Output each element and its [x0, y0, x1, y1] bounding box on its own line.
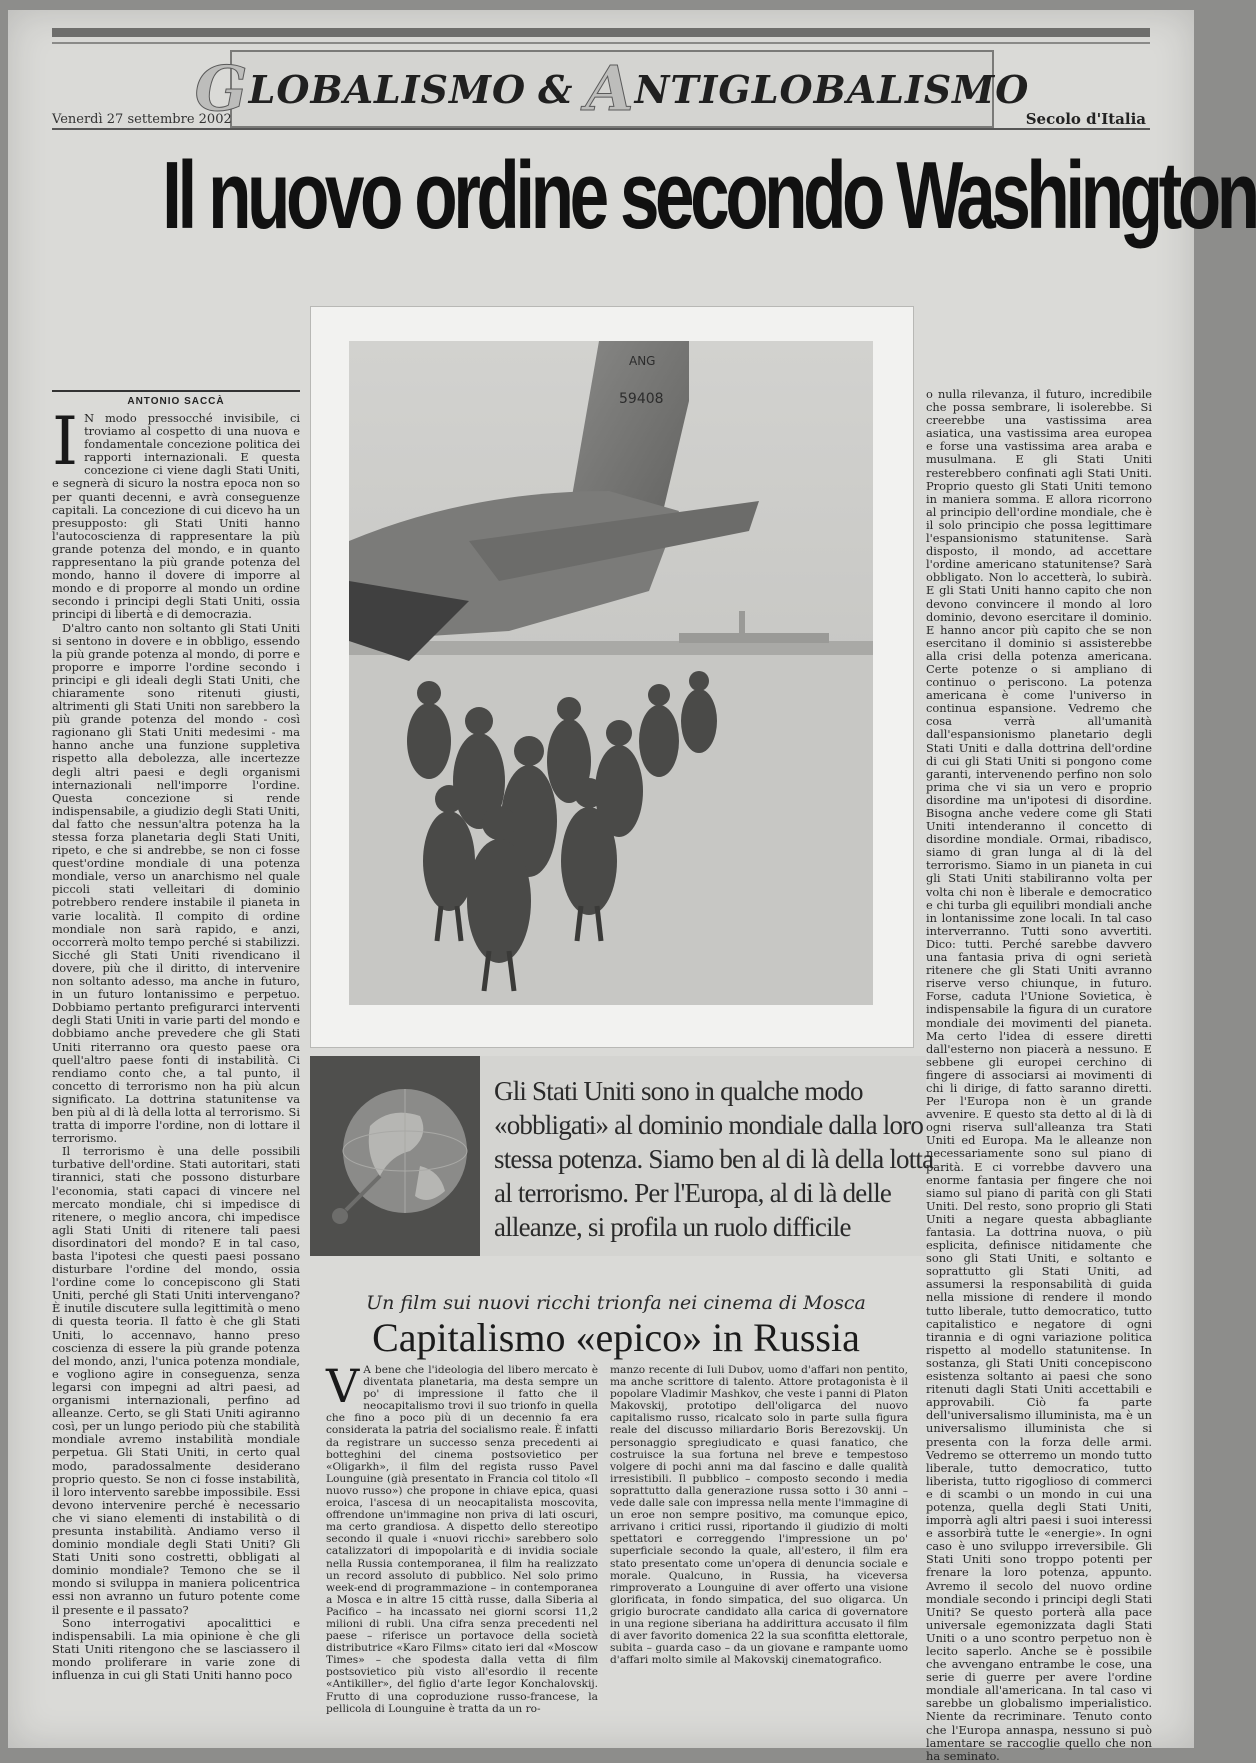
masthead-word-antiglobalismo: NTIGLOBALISMO: [634, 66, 1030, 112]
pull-quote-box: [310, 1056, 934, 1256]
top-rule: [52, 28, 1150, 37]
masthead-ampersand: &: [538, 66, 574, 112]
main-headline: Il nuovo ordine secondo Washington: [162, 142, 1256, 249]
article-paragraph: [52, 403, 300, 622]
byline-block: [52, 390, 300, 409]
masthead-initial-g: G: [194, 52, 249, 125]
header-rule: [52, 128, 1150, 130]
pull-quote-text: Gli Stati Uniti sono in qualche modo «obbligati» al dominio mondiale dalla loro stessa potenza. Siamo ben al di là della lotta al terrorismo. Per l'Europa, al di là delle alleanze, si profila un ruolo difficile: [494, 1076, 934, 1242]
top-rule-thin: [52, 42, 1150, 44]
article-column-4: [926, 387, 1152, 1763]
newspaper-page: [8, 10, 1256, 1763]
globe-image: [310, 1056, 480, 1256]
author-byline: ANTONIO SACCÀ: [127, 396, 225, 407]
issue-date: Venerdì 27 settembre 2002: [52, 112, 232, 127]
drop-cap: I: [52, 403, 79, 480]
article-paragraph: [326, 1359, 598, 1715]
tail-code-text: ANG: [629, 354, 656, 368]
masthead-word-globalismo: LOBALISMO: [248, 66, 527, 112]
article-column-1: [52, 403, 300, 1742]
section-masthead: [194, 50, 1030, 128]
paragraph-text: N modo pressocché invisibile, ci troviamo al cospetto di una nuova e fondamentale concezione politica dei rapporti internazionali. E questa concezione ci viene dagli Stati Uniti, e segnerà di sicuro la nostra epoca non so per quanti decenni, e avrà conseguenze capitali. La concezione di cui dicevo ha un presupposto: gli Stati Uniti hanno l'autocoscienza di rappresentare la più grande potenza del mondo, e in quanto rappresentano la più grande potenza del mondo, hanno il dovere di imporre al mondo e di proporre al mondo un ordine secondo i principi degli Stati Uniti, ossia principi di libertà e di democrazia.: [52, 411, 300, 622]
second-article-title: Capitalismo «epico» in Russia: [372, 1315, 860, 1360]
newspaper-name: Secolo d'Italia: [1025, 110, 1146, 128]
article-paragraph: manzo recente di Iuli Dubov, uomo d'affari non pentito, ma anche scrittore di talento. Attore protagonista è il popolare Vladimir Mashkov, che veste i panni di Platon Makovskij, prototipo dell'oligarca del nuovo capitalismo russo, ricalcato solo in parte sulla figura reale del discusso miliardario Boris Berezovskij. Un personaggio spregiudicato e quasi fanatico, che costruisce la sua fortuna nel breve e tempestoso volgere di pochi anni ma dal fascino e dalle qualità irresistibili. Il pubblico – composto secondo i media soprattutto dalla generazione russa sotto i 30 anni – vede dalle sale con impressa nella mente l'immagine di un eroe non sempre positivo, ma comunque epico, arrivano i critici russi, riportando il giudizio di molti spettatori e correggendo l'impressione un po' superficiale secondo la quale, all'estero, il film era stato presentato come un'opera di denuncia sociale e morale. Qualcuno, in Russia, ha viceversa rimproverato a Lounguine di aver offerto una visione glorificata, in fondo simpatica, del suo oligarca. Un grigio burocrate candidato alla carica di governatore in una regione siberiana ha addirittura accusato il film di aver favorito domenica 22 la sua sconfitta elettorale, subita – guarda caso – da un giovane e rampante uomo d'affari molto simile al Makovskij cinematografico.: [610, 1364, 908, 1667]
second-article-column-2: [610, 1364, 908, 1742]
second-article-column-1: [326, 1359, 598, 1742]
globe-icon: [310, 1056, 480, 1256]
photo-frame: [310, 306, 914, 1048]
drop-cap: V: [326, 1359, 360, 1413]
military-plane-photo: [349, 341, 873, 1005]
article-paragraph: Sono interrogativi apocalittici e indispensabili. La mia opinione è che gli Stati Uniti ritengono che se lasciassero il mondo proliferare in varie zone di influenza in cui gli Stati Uniti hanno poco: [52, 1615, 300, 1682]
paragraph-text: A bene che l'ideologia del libero mercato è diventata planetaria, ma desta sempre un po' di impressione il fatto che il neocapitalismo trovi il suo trionfo in quella che fino a poco più di un decennio fa era considerata la patria del socialismo reale. È infatti da registrare un successo senza precedenti ai botteghini del cinema postsovietico per «Oligarkh», il film del regista russo Pavel Lounguine (già presentato in Francia col titolo «Il nuovo russo») che propone in chiave epica, quasi eroica, l'ascesa di un neocapitalista moscovita, offrendone un'immagine non priva di lati oscuri, ma certo grandiosa. A dispetto dello stereotipo secondo il quale i «nuovi ricchi» sarebbero solo catalizzatori di impopolarità e di invidia sociale nella Russia contemporanea, il film ha realizzato un record assoluto di pubblico. Nel solo primo week-end di programmazione – in contemporanea a Mosca e in altre 15 città russe, dalla Siberia al Pacifico – ha incassato nei giorni scorsi 11,2 milioni di rubli. Una cifra senza precedenti nel paese – riferisce un portavoce della società distributrice «Karo Films» citato ieri dal «Moscow Times» – che spodesta dalla vetta di film postsovietico più visto all'esordio il recente «Antikiller», del figlio d'arte Iegor Konchalovskij. Frutto di una coproduzione russo-francese, la pellicola di Lounguine è tratta da un ro-: [326, 1364, 598, 1715]
article-paragraph: Il terrorismo è una delle possibili turbative dell'ordine. Stati autoritari, stati tirannici, stati che possono disturbare l'economia, stati capaci di vincere nel mercato mondiale, chi si impedisce di ritenere, o meglio ancora, chi impedisce agli Stati Uniti di ritenere tali paesi disordinatori del mondo? E in tal caso, basta l'ipotesi che questi paesi possano disturbare l'ordine del mondo, ossia l'ordine come lo concepiscono gli Stati Uniti, perché gli Stati Uniti intervengano? È inutile discutere sulla legittimità o meno di questa teoria. Il fatto è che gli Stati Uniti, lo accennavo, hanno preso coscienza di essere la più grande potenza del mondo, anzi, l'unica potenza mondiale, e vogliono agire in conseguenza, senza legarsi con impegni ad altri paesi, ad organismi internazionali, perfino ad alleanze. Certo, se gli Stati Uniti agiranno così, per un lungo periodo più che stabilità mondiale avremo instabilità mondiale perpetua. Gli Stati Uniti, in certo qual modo, paradossalmente desiderano proprio questo. Se non ci fosse instabilità, il loro intervento sarebbe impossibile. Essi devono intervenire perché è necessario che vi siano elementi di instabilità o di presunta instabilità. Andiamo verso il dominio mondiale degli Stati Uniti? Gli Stati Uniti sono costretti, obbligati al dominio mondiale? Temono che se il mondo si sviluppa in maniera policentrica essi non avranno un futuro potente come il presente e il passato?: [52, 1144, 300, 1617]
tail-number-text: 59408: [619, 391, 664, 407]
second-article-kicker: Un film sui nuovi ricchi trionfa nei cinema di Mosca: [366, 1292, 866, 1314]
troops-boarding-plane-illustration: [349, 341, 873, 1005]
masthead-initial-a: A: [585, 52, 635, 125]
article-paragraph: D'altro canto non soltanto gli Stati Uniti si sentono in dovere e in obbligo, essendo la più grande potenza al mondo, di porre e proporre e imporre l'ordine secondo i principi e gli ideali degli Stati Uniti, che chiaramente sono ritenuti giusti, altrimenti gli Stati Uniti non sarebbero la più grande potenza del mondo - così ragionano gli Stati Uniti medesimi - ma hanno anche una funzione suppletiva rispetto alla debolezza, alle incertezze degli altri paesi e degli organismi internazionali nell'imporre l'ordine. Questa concezione si rende indispensabile, a giudizio degli Stati Uniti, dal fatto che nessun'altra potenza ha la stessa forza planetaria degli Stati Uniti, ripeto, e che si andrebbe, se non ci fosse quest'ordine mondiale di una potenza mondiale, verso un anarchismo nel quale piccoli stati velleitari di dominio potrebbero rendere instabile il pianeta in varie località. Il compito di ordine mondiale non sarà rapido, e anzi, occorrerà molto tempo perché si stabilizzi. Sicché gli Stati Uniti rivendicano il dovere, più che il diritto, di intervenire non soltanto adesso, ma anche in futuro, in un futuro lontanissimo e perpetuo. Dobbiamo pertanto prefigurarci interventi degli Stati Uniti in varie parti del mondo e dobbiamo anche prevedere che gli Stati Uniti riterranno ora questo paese ora quell'altro paese fonti di instabilità. Ci rendiamo conto che, a tal punto, il concetto di terrorismo non ha più alcun significato. La dottrina statunitense va ben più al di là della lotta al terrorismo. Si tratta di imporre l'ordine, non di lottare il terrorismo.: [52, 620, 300, 1146]
article-paragraph: o nulla rilevanza, il futuro, incredibile che possa sembrare, li isolerebbe. Si creerebbe una vastissima area asiatica, una vastissima area europea e forse una vastissima area araba e musulmana. E gli Stati Uniti resterebbero confinati agli Stati Uniti. Proprio questo gli Stati Uniti temono in maniera somma. E allora ricorrono al principio dell'ordine mondiale, che è il solo principio che possa legittimare l'espansionismo statunitense. Sarà disposto, il mondo, ad accettare l'ordine americano statunitense? Sarà obbligato. Non lo accetterà, lo subirà. E gli Stati Uniti hanno capito che non devono convincere il mondo al loro dominio, devono esercitare il dominio. E hanno ancor più capito che se non esercitano il dominio si assisterebbe alla crisi della potenza americana. Certe potenze o si ampliano di continuo o periscono. La potenza americana è come l'universo in continua espansione. Vedremo che cosa verrà all'umanità dall'espansionismo planetario degli Stati Uniti e dalla dottrina dell'ordine di cui gli Stati Uniti si pongono come garanti, intervenendo perfino non solo prima che vi sia un vero e proprio disordine ma un'ipotesi di disordine. Bisogna anche vedere come gli Stati Uniti intenderanno il concetto di disordine mondiale. Ormai, ribadisco, siamo di gran lunga al di là del terrorismo. Siamo in un pianeta in cui gli Stati Uniti stabiliranno volta per volta chi non è liberale e democratico e chi turba gli equilibri mondiali anche in lontanissime zone locali. In tal caso interverranno. Tutti sono avvertiti. Dico: tutti. Perché sarebbe davvero una fantasia priva di ogni serietà ritenere che gli Stati Uniti avranno riserve verso chiunque, in futuro. Forse, caduta l'Unione Sovietica, è indispensabile la figura di un curatore mondiale dei movimenti del pianeta. Ma certo l'idea di essere diretti dall'esterno non piacerà a nessuno. E sebbene gli europei cerchino di fingere di associarsi ai movimenti di chi li dirige, di fatto saranno diretti. Per l'Europa non è un grande avvenire. E questo sta detto al di là di ogni riserva sull'alleanza tra Stati Uniti ed Europa. Ma le alleanze non necessariamente sono sul piano di parità. E ci vorrebbe davvero una enorme fantasia per fingere che noi siamo sul piano di parità con gli Stati Uniti. Del resto, sono proprio gli Stati Uniti a negare questa abbagliante fantasia. La dottrina nuova, o più esplicita, definisce nitidamente che sono gli Stati Uniti, e soltanto e soprattutto gli Stati Uniti, ad assumersi la responsabilità di guida nella missione di rendere il mondo tutto liberale, tutto democratico, tutto capitalistico e negatore di ogni tirannia e di ogni variazione politica rispetto al modello statunitense. In sostanza, gli Stati Uniti concepiscono esistenza soltanto ai paesi che sono ritenuti dagli Stati Uniti accettabili e approvabili. Ciò fa parte dell'universalismo illuminista, ma è un universalismo illuminista che si presenta con la forza delle armi. Vedremo se otterremo un mondo tutto liberale, tutto democratico, tutto liberista, tutto rigoglioso di commerci e di scambi o un mondo in cui una potenza, quella degli Stati Uniti, imporrà agli altri paesi i suoi interessi e assorbirà tutte le «energie». In ogni caso è uno sviluppo irreversibile. Gli Stati Uniti sono troppo potenti per frenare la loro potenza, appunto. Avremo il secolo del nuovo ordine mondiale secondo i principi degli Stati Uniti? Se questo porterà alla pace universale egemonizzata dagli Stati Uniti o a uno scontro perpetuo non è lecito saperlo. Anche se è possibile che avvengano entrambe le cose, una serie di guerre per avere l'ordine mondiale all'americana. In tal caso vi sarebbe un globalismo imperialistico. Niente da recriminare. Tenuto conto che l'Europa annaspa, nessuno si può lamentare se raccoglie quello che non ha seminato.: [926, 387, 1152, 1763]
